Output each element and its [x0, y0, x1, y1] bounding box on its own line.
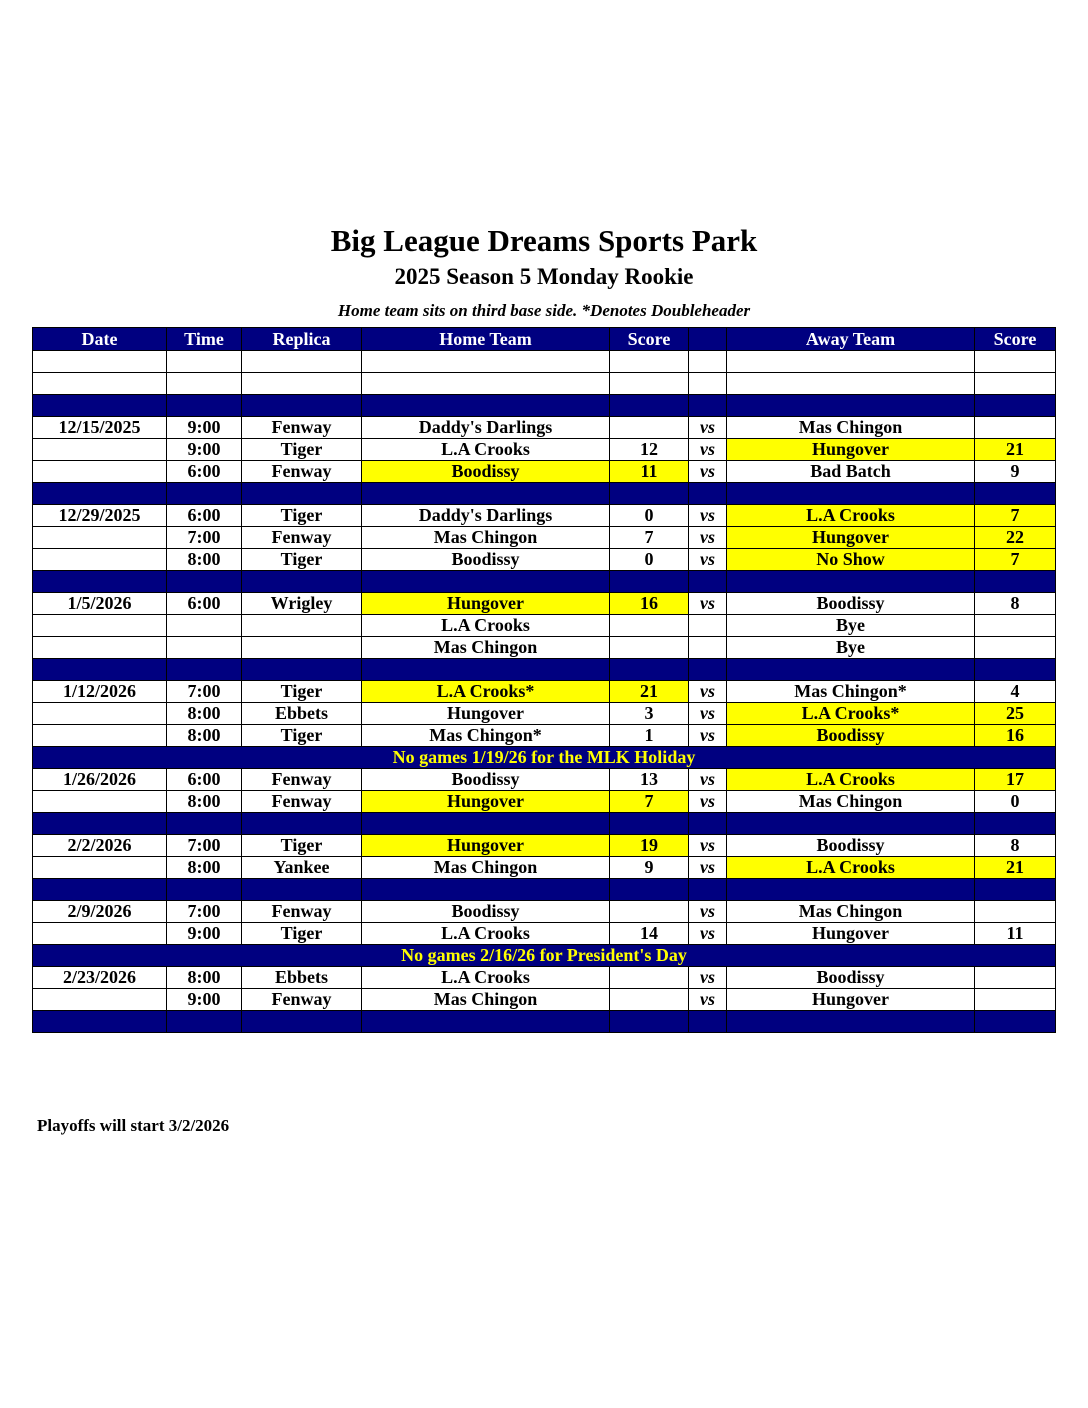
vs-cell: vs: [689, 417, 727, 439]
replica-cell: Yankee: [242, 857, 362, 879]
away-score-cell: [975, 417, 1056, 439]
no-games-notice-row: [33, 747, 1056, 769]
away-team-cell: Hungover: [727, 923, 975, 945]
time-cell: [167, 637, 242, 659]
separator-cell: [689, 879, 727, 901]
game-row: [33, 769, 1056, 791]
separator-row: [33, 395, 1056, 417]
replica-cell: Fenway: [242, 527, 362, 549]
home-team-cell: Boodissy: [362, 461, 610, 483]
replica-cell: Ebbets: [242, 967, 362, 989]
vs-cell: vs: [689, 527, 727, 549]
separator-cell: [975, 659, 1056, 681]
time-cell: 7:00: [167, 681, 242, 703]
away-team-cell: Hungover: [727, 439, 975, 461]
home-team-cell: Mas Chingon: [362, 637, 610, 659]
home-team-cell: Hungover: [362, 593, 610, 615]
vs-cell: vs: [689, 593, 727, 615]
separator-row: [33, 1011, 1056, 1033]
separator-cell: [33, 483, 167, 505]
home-team-cell: Hungover: [362, 791, 610, 813]
home-score-cell: 1: [610, 725, 689, 747]
away-team-cell: Boodissy: [727, 593, 975, 615]
away-score-cell: [975, 901, 1056, 923]
home-score-cell: 3: [610, 703, 689, 725]
separator-cell: [727, 813, 975, 835]
home-team-cell: Mas Chingon: [362, 989, 610, 1011]
replica-cell: Fenway: [242, 989, 362, 1011]
game-row: [33, 989, 1056, 1011]
separator-cell: [727, 1011, 975, 1033]
col-replica: Replica: [242, 328, 362, 351]
separator-cell: [689, 1011, 727, 1033]
time-cell: 6:00: [167, 593, 242, 615]
separator-row: [33, 571, 1056, 593]
away-score-cell: 8: [975, 593, 1056, 615]
time-cell: [167, 615, 242, 637]
home-team-cell: Boodissy: [362, 901, 610, 923]
blank-cell: [727, 351, 975, 373]
separator-row: [33, 483, 1056, 505]
home-score-cell: 12: [610, 439, 689, 461]
separator-cell: [610, 659, 689, 681]
game-row: [33, 703, 1056, 725]
time-cell: 9:00: [167, 923, 242, 945]
away-team-cell: Boodissy: [727, 967, 975, 989]
blank-cell: [610, 351, 689, 373]
vs-cell: vs: [689, 989, 727, 1011]
home-score-cell: [610, 901, 689, 923]
home-score-cell: 7: [610, 791, 689, 813]
time-cell: 8:00: [167, 791, 242, 813]
away-score-cell: 17: [975, 769, 1056, 791]
away-score-cell: 16: [975, 725, 1056, 747]
date-cell: 2/9/2026: [33, 901, 167, 923]
home-score-cell: 7: [610, 527, 689, 549]
no-games-notice: No games 1/19/26 for the MLK Holiday: [33, 747, 1056, 769]
game-row: [33, 593, 1056, 615]
home-team-cell: Boodissy: [362, 769, 610, 791]
away-score-cell: [975, 637, 1056, 659]
separator-cell: [727, 571, 975, 593]
blank-cell: [727, 373, 975, 395]
time-cell: 6:00: [167, 769, 242, 791]
separator-cell: [975, 813, 1056, 835]
home-team-cell: L.A Crooks: [362, 439, 610, 461]
home-team-cell: Daddy's Darlings: [362, 505, 610, 527]
away-team-cell: L.A Crooks*: [727, 703, 975, 725]
col-away-team: Away Team: [727, 328, 975, 351]
separator-cell: [33, 879, 167, 901]
separator-cell: [362, 571, 610, 593]
blank-cell: [362, 351, 610, 373]
home-team-cell: Mas Chingon*: [362, 725, 610, 747]
separator-cell: [362, 659, 610, 681]
game-row: [33, 615, 1056, 637]
vs-cell: vs: [689, 901, 727, 923]
away-score-cell: 8: [975, 835, 1056, 857]
game-row: [33, 791, 1056, 813]
blank-cell: [689, 351, 727, 373]
time-cell: 7:00: [167, 835, 242, 857]
replica-cell: Fenway: [242, 461, 362, 483]
blank-cell: [242, 373, 362, 395]
home-score-cell: 9: [610, 857, 689, 879]
away-team-cell: Hungover: [727, 989, 975, 1011]
col-date: Date: [33, 328, 167, 351]
separator-cell: [689, 395, 727, 417]
away-team-cell: Mas Chingon: [727, 901, 975, 923]
date-cell: 12/15/2025: [33, 417, 167, 439]
vs-cell: vs: [689, 461, 727, 483]
col-home-team: Home Team: [362, 328, 610, 351]
blank-cell: [610, 373, 689, 395]
page-title: Big League Dreams Sports Park: [330, 223, 758, 258]
time-cell: 9:00: [167, 439, 242, 461]
separator-cell: [362, 879, 610, 901]
vs-cell: vs: [689, 769, 727, 791]
replica-cell: Tiger: [242, 681, 362, 703]
vs-cell: vs: [689, 791, 727, 813]
blank-cell: [242, 351, 362, 373]
separator-cell: [167, 659, 242, 681]
date-cell: [33, 549, 167, 571]
time-cell: 8:00: [167, 967, 242, 989]
schedule-table: [32, 327, 1056, 1033]
time-cell: 8:00: [167, 703, 242, 725]
date-cell: 1/5/2026: [33, 593, 167, 615]
away-score-cell: 0: [975, 791, 1056, 813]
separator-cell: [33, 659, 167, 681]
away-score-cell: [975, 967, 1056, 989]
time-cell: 6:00: [167, 505, 242, 527]
vs-cell: vs: [689, 703, 727, 725]
separator-cell: [167, 1011, 242, 1033]
separator-cell: [727, 879, 975, 901]
separator-cell: [975, 571, 1056, 593]
blank-cell: [689, 373, 727, 395]
game-row: [33, 527, 1056, 549]
away-team-cell: Boodissy: [727, 835, 975, 857]
time-cell: 8:00: [167, 549, 242, 571]
away-score-cell: [975, 989, 1056, 1011]
separator-cell: [689, 659, 727, 681]
col-home-score: Score: [610, 328, 689, 351]
blank-cell: [167, 351, 242, 373]
game-row: [33, 857, 1056, 879]
col-vs: [689, 328, 727, 351]
time-cell: 9:00: [167, 417, 242, 439]
game-row: [33, 439, 1056, 461]
home-score-cell: [610, 615, 689, 637]
replica-cell: Tiger: [242, 439, 362, 461]
separator-cell: [167, 483, 242, 505]
vs-cell: vs: [689, 549, 727, 571]
time-cell: 6:00: [167, 461, 242, 483]
away-score-cell: 22: [975, 527, 1056, 549]
separator-cell: [242, 395, 362, 417]
date-cell: 1/12/2026: [33, 681, 167, 703]
separator-cell: [33, 571, 167, 593]
separator-cell: [242, 571, 362, 593]
separator-cell: [242, 659, 362, 681]
home-team-cell: L.A Crooks: [362, 967, 610, 989]
date-cell: 2/2/2026: [33, 835, 167, 857]
date-cell: [33, 527, 167, 549]
schedule-body: [33, 351, 1056, 1033]
date-cell: 2/23/2026: [33, 967, 167, 989]
game-row: [33, 549, 1056, 571]
away-team-cell: No Show: [727, 549, 975, 571]
header-row: [33, 328, 1056, 351]
game-row: [33, 901, 1056, 923]
blank-row: [33, 373, 1056, 395]
away-score-cell: 21: [975, 439, 1056, 461]
time-cell: 8:00: [167, 725, 242, 747]
separator-cell: [610, 879, 689, 901]
date-cell: 1/26/2026: [33, 769, 167, 791]
game-row: [33, 417, 1056, 439]
away-team-cell: Bye: [727, 637, 975, 659]
time-cell: 7:00: [167, 901, 242, 923]
separator-cell: [242, 879, 362, 901]
blank-cell: [33, 373, 167, 395]
separator-cell: [689, 483, 727, 505]
game-row: [33, 461, 1056, 483]
page-subtitle: 2025 Season 5 Monday Rookie: [394, 264, 694, 289]
no-games-notice-row: [33, 945, 1056, 967]
away-team-cell: L.A Crooks: [727, 505, 975, 527]
home-team-cell: L.A Crooks: [362, 923, 610, 945]
replica-cell: Fenway: [242, 417, 362, 439]
away-score-cell: 21: [975, 857, 1056, 879]
away-score-cell: 7: [975, 549, 1056, 571]
separator-row: [33, 659, 1056, 681]
home-score-cell: [610, 989, 689, 1011]
separator-cell: [975, 483, 1056, 505]
game-row: [33, 923, 1056, 945]
separator-cell: [167, 879, 242, 901]
home-team-cell: L.A Crooks*: [362, 681, 610, 703]
home-score-cell: 0: [610, 505, 689, 527]
vs-cell: [689, 615, 727, 637]
separator-cell: [727, 659, 975, 681]
replica-cell: Fenway: [242, 791, 362, 813]
separator-cell: [610, 813, 689, 835]
game-row: [33, 967, 1056, 989]
separator-cell: [610, 571, 689, 593]
date-cell: [33, 637, 167, 659]
away-team-cell: Boodissy: [727, 725, 975, 747]
date-cell: [33, 791, 167, 813]
vs-cell: vs: [689, 967, 727, 989]
date-cell: [33, 857, 167, 879]
vs-cell: vs: [689, 725, 727, 747]
col-time: Time: [167, 328, 242, 351]
separator-cell: [362, 483, 610, 505]
date-cell: 12/29/2025: [33, 505, 167, 527]
vs-cell: vs: [689, 835, 727, 857]
home-score-cell: 14: [610, 923, 689, 945]
vs-cell: [689, 637, 727, 659]
replica-cell: [242, 615, 362, 637]
blank-row: [33, 351, 1056, 373]
home-score-cell: [610, 637, 689, 659]
date-cell: [33, 725, 167, 747]
vs-cell: vs: [689, 505, 727, 527]
separator-cell: [167, 395, 242, 417]
separator-cell: [362, 1011, 610, 1033]
away-team-cell: Bye: [727, 615, 975, 637]
separator-cell: [167, 813, 242, 835]
time-cell: 9:00: [167, 989, 242, 1011]
away-score-cell: 11: [975, 923, 1056, 945]
replica-cell: Fenway: [242, 769, 362, 791]
away-team-cell: Bad Batch: [727, 461, 975, 483]
separator-cell: [610, 1011, 689, 1033]
away-team-cell: Hungover: [727, 527, 975, 549]
separator-cell: [362, 395, 610, 417]
playoffs-note: Playoffs will start 3/2/2026: [37, 1116, 230, 1135]
game-row: [33, 835, 1056, 857]
separator-cell: [33, 1011, 167, 1033]
home-score-cell: 19: [610, 835, 689, 857]
game-row: [33, 681, 1056, 703]
home-team-cell: Mas Chingon: [362, 857, 610, 879]
time-cell: 7:00: [167, 527, 242, 549]
no-games-notice: No games 2/16/26 for President's Day: [33, 945, 1056, 967]
date-cell: [33, 923, 167, 945]
home-team-cell: Daddy's Darlings: [362, 417, 610, 439]
separator-cell: [727, 395, 975, 417]
home-score-cell: [610, 967, 689, 989]
away-team-cell: Mas Chingon: [727, 791, 975, 813]
home-team-cell: Boodissy: [362, 549, 610, 571]
separator-cell: [975, 395, 1056, 417]
separator-cell: [975, 879, 1056, 901]
home-score-cell: [610, 417, 689, 439]
date-cell: [33, 461, 167, 483]
vs-cell: vs: [689, 923, 727, 945]
replica-cell: Tiger: [242, 923, 362, 945]
vs-cell: vs: [689, 439, 727, 461]
away-team-cell: L.A Crooks: [727, 769, 975, 791]
date-cell: [33, 703, 167, 725]
separator-cell: [610, 483, 689, 505]
separator-cell: [362, 813, 610, 835]
replica-cell: Tiger: [242, 549, 362, 571]
date-cell: [33, 439, 167, 461]
home-team-cell: Hungover: [362, 835, 610, 857]
away-score-cell: 25: [975, 703, 1056, 725]
separator-cell: [33, 395, 167, 417]
separator-cell: [727, 483, 975, 505]
home-score-cell: 16: [610, 593, 689, 615]
away-score-cell: 7: [975, 505, 1056, 527]
game-row: [33, 725, 1056, 747]
separator-cell: [689, 813, 727, 835]
separator-cell: [975, 1011, 1056, 1033]
separator-cell: [167, 571, 242, 593]
separator-cell: [242, 813, 362, 835]
separator-cell: [33, 813, 167, 835]
home-score-cell: 11: [610, 461, 689, 483]
away-score-cell: 9: [975, 461, 1056, 483]
blank-cell: [975, 351, 1056, 373]
vs-cell: vs: [689, 681, 727, 703]
replica-cell: Wrigley: [242, 593, 362, 615]
blank-cell: [975, 373, 1056, 395]
home-score-cell: 0: [610, 549, 689, 571]
separator-cell: [242, 1011, 362, 1033]
blank-cell: [167, 373, 242, 395]
blank-cell: [33, 351, 167, 373]
away-team-cell: L.A Crooks: [727, 857, 975, 879]
home-team-cell: Hungover: [362, 703, 610, 725]
vs-cell: vs: [689, 857, 727, 879]
game-row: [33, 505, 1056, 527]
schedule-note: Home team sits on third base side. *Denotes Doubleheader: [337, 301, 751, 320]
replica-cell: Ebbets: [242, 703, 362, 725]
home-team-cell: Mas Chingon: [362, 527, 610, 549]
replica-cell: Tiger: [242, 505, 362, 527]
home-team-cell: L.A Crooks: [362, 615, 610, 637]
date-cell: [33, 989, 167, 1011]
game-row: [33, 637, 1056, 659]
date-cell: [33, 615, 167, 637]
separator-row: [33, 879, 1056, 901]
separator-cell: [689, 571, 727, 593]
away-team-cell: Mas Chingon*: [727, 681, 975, 703]
home-score-cell: 21: [610, 681, 689, 703]
separator-cell: [242, 483, 362, 505]
separator-cell: [610, 395, 689, 417]
time-cell: 8:00: [167, 857, 242, 879]
blank-cell: [362, 373, 610, 395]
home-score-cell: 13: [610, 769, 689, 791]
away-score-cell: [975, 615, 1056, 637]
away-score-cell: 4: [975, 681, 1056, 703]
replica-cell: Tiger: [242, 835, 362, 857]
replica-cell: Fenway: [242, 901, 362, 923]
replica-cell: Tiger: [242, 725, 362, 747]
col-away-score: Score: [975, 328, 1056, 351]
replica-cell: [242, 637, 362, 659]
separator-row: [33, 813, 1056, 835]
away-team-cell: Mas Chingon: [727, 417, 975, 439]
